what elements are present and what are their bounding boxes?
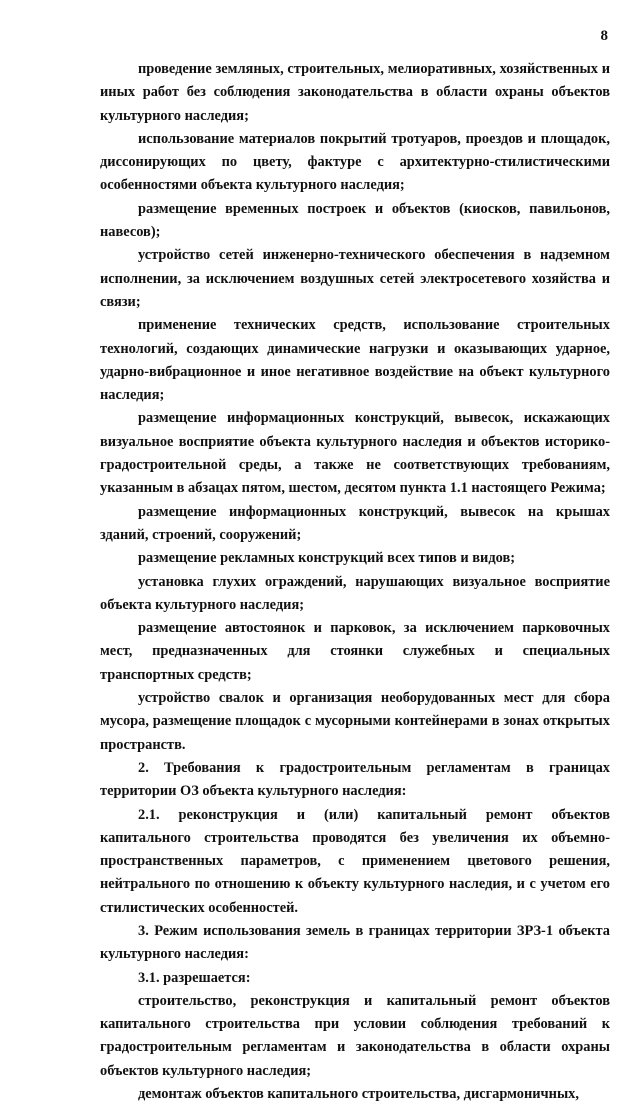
paragraph: устройство свалок и организация необорудованных мест для сбора мусора, размещение площадок с мусорными контейнерами в зонах открытых пространств.	[100, 690, 610, 753]
section-heading: 2. Требования к градостроительным регламентам в границах территории ОЗ объекта культурного наследия:	[100, 759, 610, 800]
paragraph: 2.1. реконструкция и (или) капитальный ремонт объектов капитального строительства проводятся без увеличения их объемно-пространственных параметров, с применением цветового решения, нейтрального по отношению к объекту культурного наследия, и с учетом его стилистических особенностей.	[100, 806, 610, 916]
paragraph: размещение временных построек и объектов (киосков, павильонов, навесов);	[100, 200, 610, 241]
paragraph: размещение информационных конструкций, вывесок, искажающих визуальное восприятие объекта культурного наследия и объектов историко-градостроительной среды, а также не соответствующих требованиям, указанным в абзацах пятом, шестом, десятом пункта 1.1 настоящего Режима;	[100, 410, 610, 497]
page-number: 8	[600, 28, 608, 44]
paragraph: устройство сетей инженерно-технического обеспечения в надземном исполнении, за исключением воздушных сетей электросетевого хозяйства и связи;	[100, 247, 610, 310]
paragraph: применение технических средств, использование строительных технологий, создающих динамические нагрузки и оказывающих ударное, ударно-вибрационное и иное негативное воздействие на объект культурного наследия;	[100, 317, 610, 404]
paragraph: установка глухих ограждений, нарушающих визуальное восприятие объекта культурного наследия;	[100, 573, 610, 613]
paragraph: строительство, реконструкция и капитальный ремонт объектов капитального строительства при условии соблюдения требований к градостроительным регламентам и законодательства в области охраны объектов культурного наследия;	[100, 992, 610, 1079]
paragraph: проведение земляных, строительных, мелиоративных, хозяйственных и иных работ без соблюдения законодательства в области охраны объектов культурного наследия;	[100, 61, 610, 124]
paragraph: демонтаж объектов капитального строительства, дисгармоничных,	[138, 1086, 579, 1103]
section-heading: 3. Режим использования земель в границах территории ЗРЗ-1 объекта культурного наследия:	[100, 922, 610, 963]
paragraph: размещение рекламных конструкций всех типов и видов;	[138, 550, 516, 567]
paragraph: размещение автостоянок и парковок, за исключением парковочных мест, предназначенных для стоянки служебных и специальных транспортных средств;	[100, 620, 610, 683]
paragraph: использование материалов покрытий тротуаров, проездов и площадок, диссонирующих по цвету, фактуре с архитектурно-стилистическими особенностями объекта культурного наследия;	[100, 130, 610, 194]
paragraph: размещение информационных конструкций, вывесок на крышах зданий, строений, сооружений;	[100, 503, 610, 543]
subsection-heading: 3.1. разрешается:	[138, 969, 251, 986]
document-body	[100, 58, 610, 1106]
